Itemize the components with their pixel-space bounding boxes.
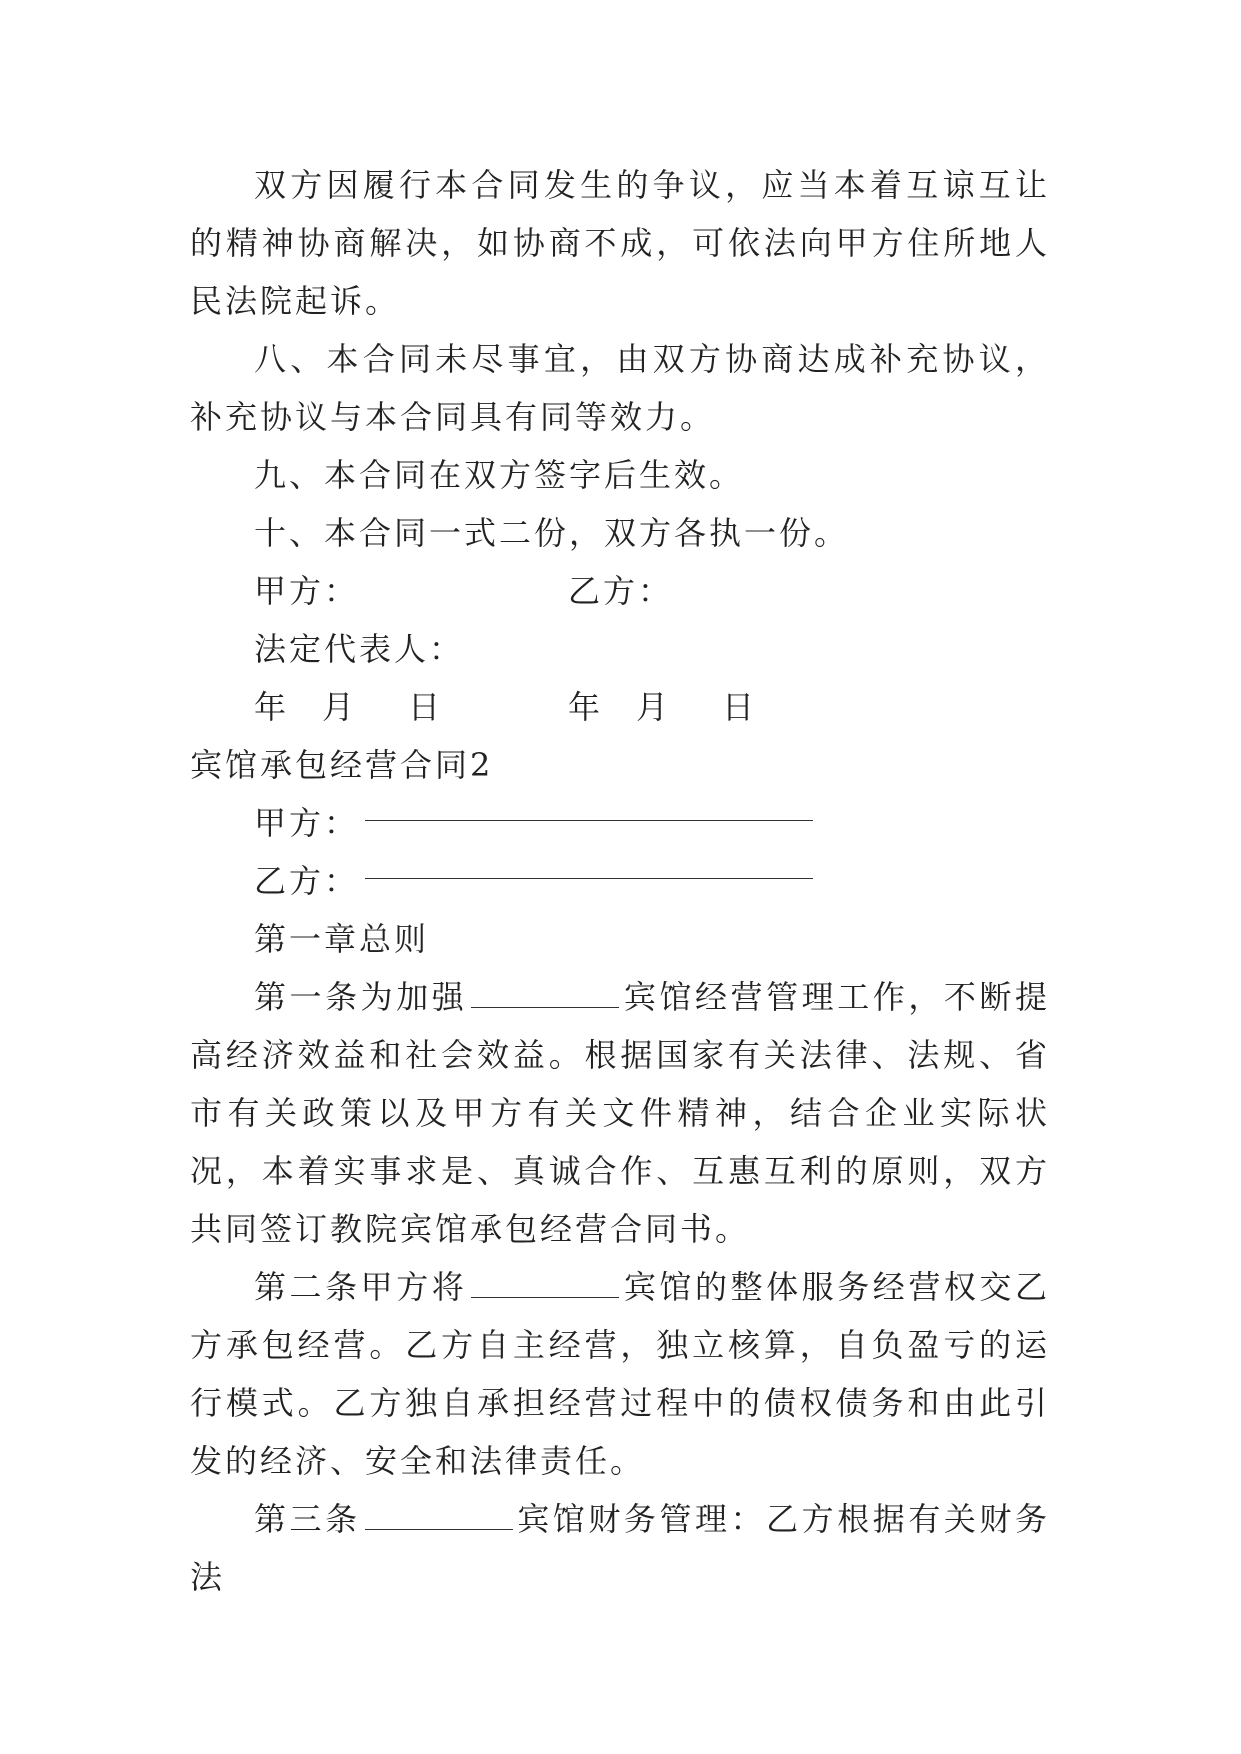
- article-3-text: 宾馆财务管理：乙方根据有关财务法: [190, 1500, 1050, 1596]
- date-month-a: 月: [322, 688, 358, 726]
- date-day-a: 日: [408, 688, 444, 726]
- article-1: [190, 968, 1050, 1258]
- clause-8: 八、本合同未尽事宜，由双方协商达成补充协议，补充协议与本合同具有同等效力。: [190, 340, 1050, 436]
- contract-2-party-b-row: [190, 852, 1050, 910]
- clause-9: 九、本合同在双方签字后生效。: [254, 456, 745, 494]
- article-2-text: 宾馆的整体服务经营权交乙方承包经营。乙方自主经营，独立核算，自负盈亏的运行模式。乙方独自承担经营过程中的债权债务和由此引发的经济、安全和法律责任。: [190, 1268, 1050, 1480]
- contract-2-party-b-label: 乙方：: [254, 862, 360, 900]
- date-month-b: 月: [636, 688, 672, 726]
- article-1-blank-line: [471, 981, 619, 1008]
- date-year-a: 年: [254, 688, 290, 726]
- chapter-1-title: 第一章总则: [254, 920, 430, 958]
- party-b-blank-line: [365, 852, 813, 879]
- dispute-paragraph: 双方因履行本合同发生的争议，应当本着互谅互让的精神协商解决，如协商不成，可依法向甲方住所地人民法院起诉。: [190, 166, 1050, 320]
- party-a-blank-line: [365, 794, 813, 821]
- signature-party-a: 甲方：: [254, 572, 360, 610]
- article-2-blank-line: [471, 1271, 619, 1298]
- signature-parties-row: [190, 562, 1050, 620]
- article-1-prefix: 第一条为加强: [254, 978, 468, 1016]
- article-3: [190, 1490, 1050, 1606]
- article-2-prefix: 第二条甲方将: [254, 1268, 468, 1306]
- contract-2-party-a-row: [190, 794, 1050, 852]
- date-day-b: 日: [722, 688, 758, 726]
- clause-10: 十、本合同一式二份，双方各执一份。: [254, 514, 850, 552]
- signature-legal-rep-row: [190, 620, 1050, 678]
- contract-2-title: 宾馆承包经营合同2: [190, 746, 494, 784]
- article-3-blank-line: [365, 1503, 513, 1530]
- document-body: [190, 156, 1050, 1606]
- article-3-prefix: 第三条: [254, 1500, 361, 1538]
- signature-date-row: [190, 678, 1050, 736]
- date-year-b: 年: [568, 688, 604, 726]
- article-2: [190, 1258, 1050, 1490]
- article-1-text: 宾馆经营管理工作，不断提高经济效益和社会效益。根据国家有关法律、法规、省市有关政策以及甲方有关文件精神，结合企业实际状况，本着实事求是、真诚合作、互惠互利的原则，双方共同签订教院宾馆承包经营合同书。: [190, 978, 1050, 1248]
- contract-2-party-a-label: 甲方：: [254, 804, 360, 842]
- signature-legal-rep: 法定代表人：: [254, 630, 465, 668]
- signature-party-b: 乙方：: [568, 572, 674, 610]
